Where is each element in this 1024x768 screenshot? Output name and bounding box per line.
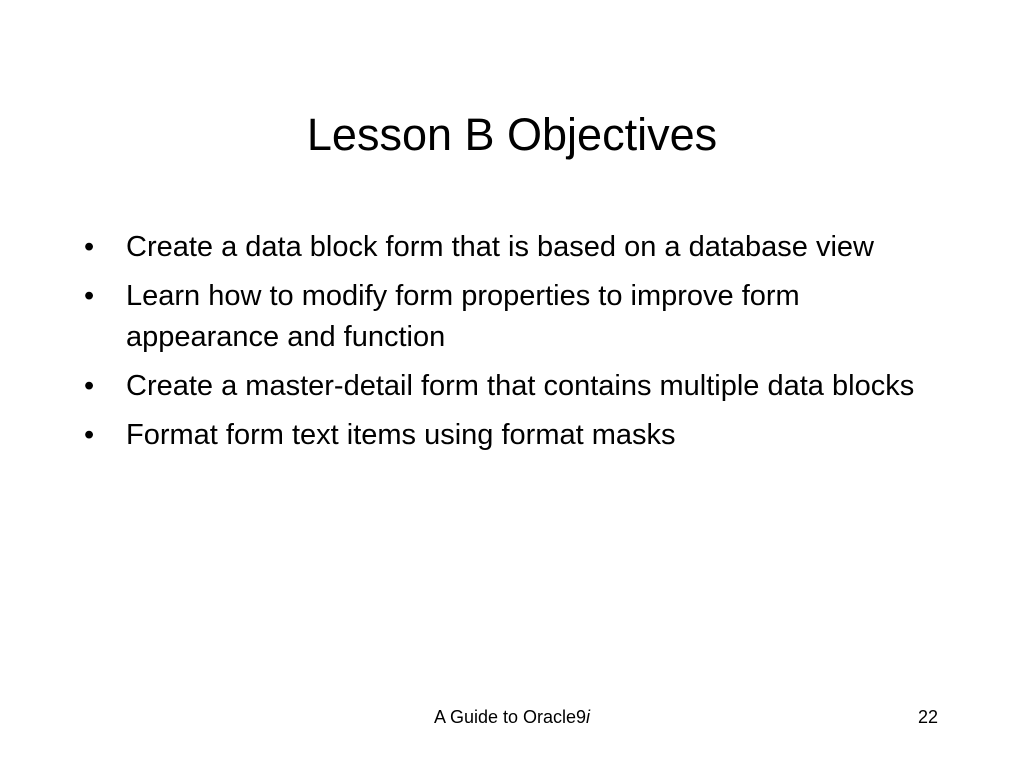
footer-title-main: A Guide to Oracle9: [433, 707, 587, 727]
footer-title: [0, 706, 1024, 728]
list-item: [84, 276, 954, 358]
list-item-text: Learn how to modify form properties to improve form appearance and function: [126, 280, 800, 353]
list-item-text: Format form text items using format masks: [126, 419, 676, 451]
footer-title-suffix: i: [586, 707, 591, 727]
list-item-text: Create a master-detail form that contains multiple data blocks: [126, 370, 915, 402]
objectives-list: [84, 227, 954, 464]
bullet-icon: •: [84, 280, 95, 312]
page-number: 22: [917, 707, 938, 727]
list-item: [84, 415, 954, 456]
list-item: [84, 227, 954, 268]
bullet-icon: •: [84, 370, 95, 402]
bullet-icon: •: [84, 231, 95, 263]
slide-title: Lesson B Objectives: [306, 109, 718, 160]
bullet-icon: •: [84, 419, 95, 451]
list-item: [84, 366, 954, 407]
list-item-text: Create a data block form that is based on a database view: [126, 231, 874, 263]
